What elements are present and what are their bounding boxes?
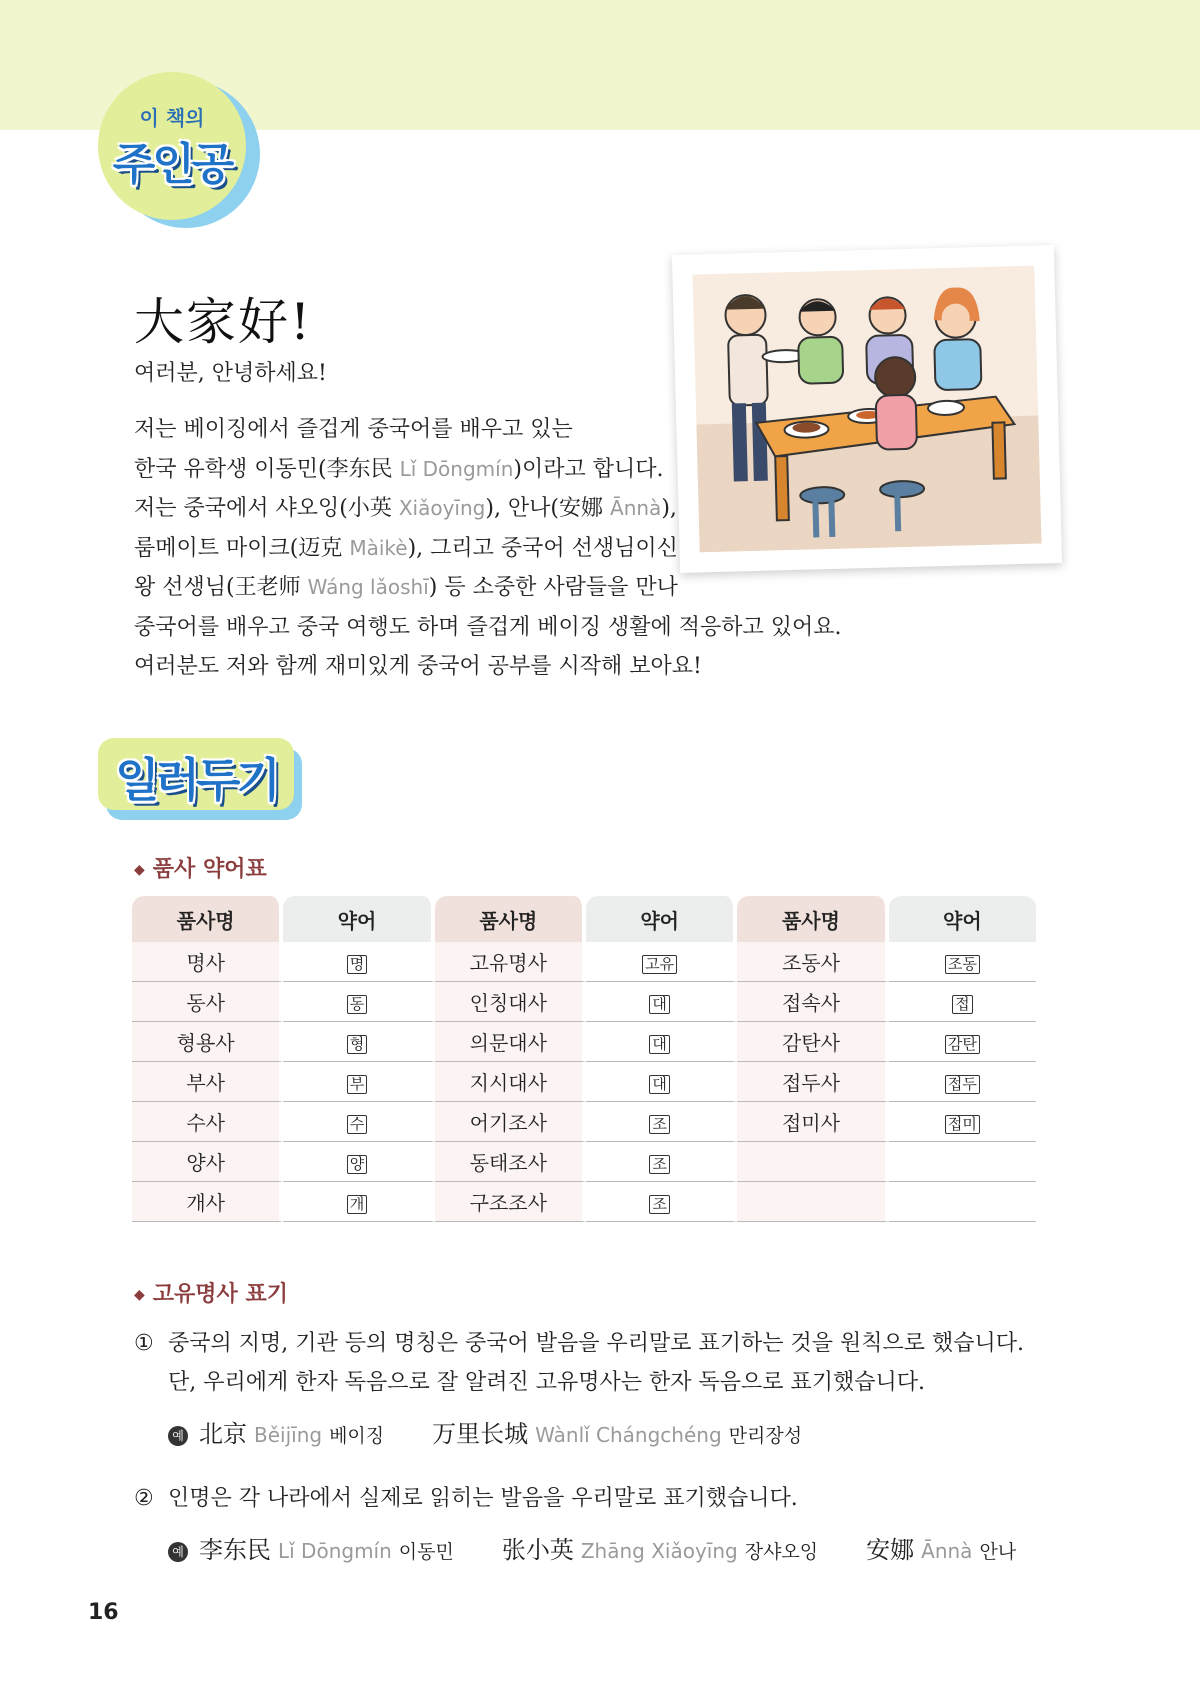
abbr-box: 조: [649, 1195, 670, 1214]
pos-name-cell: 부사: [132, 1062, 283, 1102]
pinyin-text: Lǐ Dōngmín: [399, 456, 514, 481]
header-pos-name-1: 품사명: [132, 896, 283, 942]
pos-abbreviation-heading: [134, 852, 267, 883]
example-1: [168, 1414, 802, 1449]
abbr-box: 조: [649, 1155, 670, 1174]
example-hanzi: 北京: [199, 1420, 247, 1448]
example-pinyin: Lǐ Dōngmín: [278, 1539, 392, 1563]
intro-text: ) 등 소중한 사람들을 만나: [428, 575, 678, 600]
pos-name-cell: 조동사: [737, 942, 888, 982]
abbr-box: 조동: [945, 955, 980, 974]
rule-2: [134, 1479, 1054, 1518]
abbr-box: 대: [649, 1035, 670, 1054]
pinyin-text: Xiǎoyīng: [398, 496, 486, 520]
pos-name-cell: 의문대사: [435, 1022, 586, 1062]
table-header-row: [132, 896, 1036, 942]
intro-text: 룸메이트 마이크(迈克: [134, 535, 350, 561]
abbr-cell: [586, 1022, 737, 1062]
abbr-box: 고유: [642, 955, 677, 974]
section-title-text: 일러두기: [115, 753, 277, 807]
example-pinyin: Zhāng Xiǎoyīng: [580, 1539, 738, 1563]
abbr-cell: [889, 1022, 1036, 1062]
example-mark-icon: 예: [168, 1426, 188, 1446]
abbr-box: 접미: [945, 1115, 980, 1134]
intro-line: [134, 647, 894, 687]
example-pinyin: Wànlǐ Chángchéng: [535, 1423, 722, 1447]
example-hanzi: 李东民: [199, 1536, 271, 1564]
abbr-cell: [889, 1142, 1036, 1182]
table-row: [132, 1062, 1036, 1102]
dinner-table-illustration: [692, 266, 1041, 553]
abbr-cell: [889, 1102, 1036, 1142]
pos-name-cell: 구조조사: [435, 1182, 586, 1222]
abbr-box: 감탄: [945, 1035, 980, 1054]
abbr-cell: [283, 942, 434, 982]
intro-line: [134, 608, 894, 648]
pinyin-text: Wáng lǎoshī: [307, 575, 429, 599]
intro-text: 중국어를 배우고 중국 여행도 하며 즐겁게 베이징 생활에 적응하고 있어요.: [134, 614, 842, 640]
pos-name-cell: [737, 1182, 888, 1222]
diamond-bullet-icon: ◆: [134, 1287, 145, 1303]
pos-name-cell: 수사: [132, 1102, 283, 1142]
diamond-bullet-icon: ◆: [134, 862, 145, 878]
intro-text: 저는 베이징에서 즐겁게 중국어를 배우고 있는: [134, 417, 573, 442]
abbr-box: 부: [347, 1075, 368, 1094]
abbr-cell: [586, 1102, 737, 1142]
example-pinyin: Běijīng: [254, 1423, 323, 1447]
pos-name-cell: 접두사: [737, 1062, 888, 1102]
example-hanzi: 万里长城: [432, 1420, 529, 1448]
abbr-box: 개: [347, 1195, 368, 1214]
pos-name-cell: 인칭대사: [435, 982, 586, 1022]
pos-abbreviation-table: [132, 896, 1036, 1222]
pos-name-cell: 형용사: [132, 1022, 283, 1062]
header-pos-name-2: 품사명: [435, 896, 586, 942]
rule-1-line-2: 단, 우리에게 한자 독음으로 잘 알려진 고유명사는 한자 독음으로 표기했습니다.: [168, 1370, 925, 1395]
intro-text: 왕 선생님(王老师: [134, 575, 308, 600]
rule-2-line-1: 인명은 각 나라에서 실제로 읽히는 발음을 우리말로 표기했습니다.: [168, 1486, 798, 1511]
greeting-chinese: 大家好!: [134, 293, 313, 351]
abbr-cell: [586, 1062, 737, 1102]
badge-title: 주인공: [112, 139, 232, 190]
example-2: [168, 1530, 1016, 1565]
abbr-box: 수: [347, 1115, 368, 1134]
example-hanzi: 安娜: [866, 1536, 915, 1564]
proper-noun-heading: [134, 1277, 288, 1308]
example-korean: 이동민: [398, 1541, 454, 1563]
table-row: [132, 1182, 1036, 1222]
abbr-box: 접: [952, 995, 973, 1014]
pos-name-cell: 동태조사: [435, 1142, 586, 1182]
table-row: [132, 982, 1036, 1022]
pinyin-text: Màikè: [349, 535, 408, 560]
abbr-cell: [889, 942, 1036, 982]
pos-name-cell: 접미사: [737, 1102, 888, 1142]
pos-name-cell: 어기조사: [435, 1102, 586, 1142]
intro-line: [134, 568, 894, 608]
page-number: 16: [88, 1600, 119, 1625]
section-title-notes: [98, 738, 302, 820]
intro-text: 저는 중국에서 샤오잉(小英: [134, 496, 399, 521]
abbr-cell: [586, 1182, 737, 1222]
intro-text: 여러분도 저와 함께 재미있게 중국어 공부를 시작해 보아요!: [134, 654, 702, 679]
header-pos-name-3: 품사명: [737, 896, 888, 942]
abbr-cell: [283, 1182, 434, 1222]
pos-name-cell: 명사: [132, 942, 283, 982]
intro-text: )이라고 합니다.: [513, 456, 664, 482]
table-row: [132, 942, 1036, 982]
abbr-cell: [586, 942, 737, 982]
abbr-cell: [889, 1182, 1036, 1222]
pos-name-cell: 감탄사: [737, 1022, 888, 1062]
intro-text: ),: [661, 496, 677, 521]
pos-name-cell: 양사: [132, 1142, 283, 1182]
header-abbr-2: 약어: [586, 896, 737, 942]
pos-name-cell: 개사: [132, 1182, 283, 1222]
table-row: [132, 1142, 1036, 1182]
table-row: [132, 1022, 1036, 1062]
abbr-cell: [283, 1062, 434, 1102]
pos-heading-text: 품사 약어표: [152, 857, 267, 882]
abbr-box: 동: [347, 995, 368, 1014]
example-mark-icon: 예: [168, 1542, 188, 1562]
pos-name-cell: 고유명사: [435, 942, 586, 982]
example-korean: 안나: [979, 1541, 1017, 1563]
example-korean: 만리장성: [728, 1425, 803, 1447]
rule-1-number: ①: [134, 1331, 154, 1356]
intro-text: ), 그리고 중국어 선생님이신: [407, 535, 678, 561]
abbr-cell: [586, 982, 737, 1022]
abbr-box: 접두: [945, 1075, 980, 1094]
abbr-cell: [889, 1062, 1036, 1102]
abbr-box: 명: [347, 955, 368, 974]
abbr-box: 양: [347, 1155, 368, 1174]
pinyin-text: Ānnà: [610, 496, 662, 520]
header-abbr-3: 약어: [889, 896, 1036, 942]
abbr-box: 대: [649, 1075, 670, 1094]
greeting-korean: 여러분, 안녕하세요!: [134, 361, 327, 386]
rule-1-line-1: 중국의 지명, 기관 등의 명칭은 중국어 발음을 우리말로 표기하는 것을 원칙으로 했습니다.: [168, 1331, 1024, 1356]
abbr-cell: [283, 1102, 434, 1142]
main-characters-badge: [98, 72, 258, 232]
abbr-cell: [283, 1142, 434, 1182]
table-body: [132, 942, 1036, 1222]
rule-2-number: ②: [134, 1486, 154, 1511]
example-hanzi: 张小英: [501, 1536, 574, 1564]
pos-name-cell: 지시대사: [435, 1062, 586, 1102]
header-abbr-1: 약어: [283, 896, 434, 942]
abbr-cell: [586, 1142, 737, 1182]
example-korean: 베이징: [329, 1425, 385, 1447]
characters-photo: [672, 245, 1062, 573]
example-korean: 장샤오잉: [744, 1541, 819, 1563]
abbr-box: 조: [649, 1115, 670, 1134]
abbr-box: 형: [347, 1035, 368, 1054]
abbr-cell: [283, 982, 434, 1022]
example-pinyin: Ānnà: [921, 1539, 973, 1563]
pos-name-cell: [737, 1142, 888, 1182]
pos-name-cell: 접속사: [737, 982, 888, 1022]
badge-small-text: 이 책의: [139, 106, 205, 130]
pos-name-cell: 동사: [132, 982, 283, 1022]
abbr-cell: [283, 1022, 434, 1062]
intro-text: 한국 유학생 이동민(李东民: [134, 456, 400, 482]
intro-text: ), 안나(安娜: [485, 496, 611, 521]
abbr-cell: [889, 982, 1036, 1022]
rule-1: [134, 1324, 1054, 1402]
table-row: [132, 1102, 1036, 1142]
proper-noun-heading-text: 고유명사 표기: [152, 1282, 288, 1307]
abbr-box: 대: [649, 995, 670, 1014]
